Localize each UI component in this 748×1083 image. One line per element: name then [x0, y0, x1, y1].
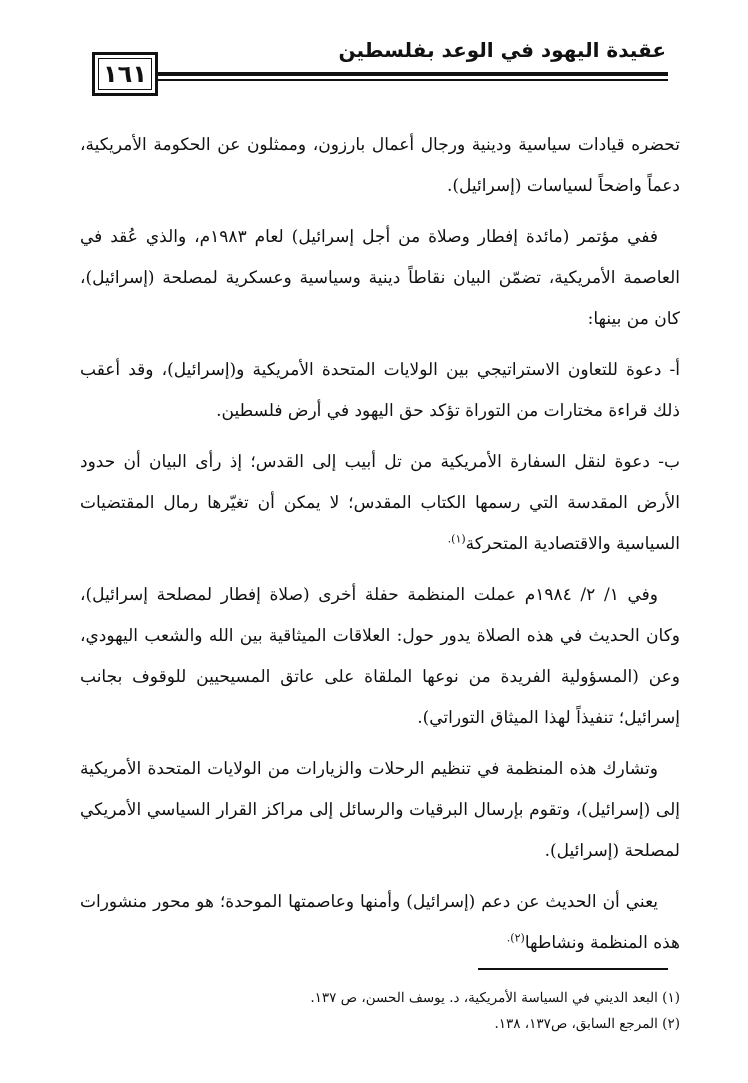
paragraph-1: [80, 125, 680, 207]
paragraph-2-text: ففي مؤتمر (مائدة إفطار وصلاة من أجل إسرائيل) لعام ١٩٨٣م، والذي عُقد في العاصمة الأمريكية، تضمّن البيان نقاطاً دينية وسياسية وعسكرية لمصلحة (إسرائيل)، كان من بينها:: [80, 227, 680, 329]
body-text: [80, 125, 680, 974]
footnote-2: (٢) المرجع السابق، ص١٣٧، ١٣٨.: [494, 1016, 680, 1032]
paragraph-4: [80, 442, 680, 565]
footnote-ref-2: (٢).: [506, 931, 525, 945]
paragraph-3-text: أ- دعوة للتعاون الاستراتيجي بين الولايات المتحدة الأمريكية و(إسرائيل)، وقد أعقب ذلك قراءة مختارات من التوراة تؤكد حق اليهود في أرض فلسطين.: [80, 360, 680, 421]
paragraph-4-text: ب- دعوة لنقل السفارة الأمريكية من تل أبيب إلى القدس؛ إذ رأى البيان أن حدود الأرض المقدسة التي رسمها الكتاب المقدس؛ لا يمكن أن تغيّرها رمال المقتضيات السياسية والاقتصادية المتحركة: [80, 452, 680, 554]
footnotes: [80, 985, 680, 1037]
paragraph-6-text: وتشارك هذه المنظمة في تنظيم الرحلات والزيارات من الولايات المتحدة الأمريكية إلى (إسرائيل)، وتقوم بإرسال البرقيات والرسائل إلى مراكز القرار السياسي الأمريكي لمصلحة (إسرائيل).: [80, 759, 680, 861]
header-rule-thick: [156, 72, 668, 76]
page-number: ١٦١: [103, 60, 147, 88]
paragraph-6: [80, 749, 680, 872]
header-rule-thin: [156, 79, 668, 81]
footnote-1: (١) البعد الديني في السياسة الأمريكية، د. يوسف الحسن، ص ١٣٧.: [310, 990, 680, 1006]
paragraph-3: [80, 350, 680, 432]
paragraph-2: [80, 217, 680, 340]
paragraph-7: [80, 882, 680, 964]
running-header: [0, 0, 748, 110]
paragraph-5-text: وفي ١/ ٢/ ١٩٨٤م عملت المنظمة حفلة أخرى (صلاة إفطار لمصلحة إسرائيل)، وكان الحديث في هذه الصلاة يدور حول: العلاقات الميثاقية بين الله والشعب اليهودي، وعن (المسؤولية الفريدة من نوعها الملقاة على عاتق المسيحيين للوقوف بجانب إسرائيل؛ تنفيذاً لهذا الميثاق التوراتي).: [80, 585, 680, 728]
paragraph-7-text: يعني أن الحديث عن دعم (إسرائيل) وأمنها وعاصمتها الموحدة؛ هو محور منشورات هذه المنظمة ونشاطها: [80, 892, 680, 953]
footnote-ref-1: (١).: [447, 532, 466, 546]
paragraph-1-text: تحضره قيادات سياسية ودينية ورجال أعمال بارزون، وممثلون عن الحكومة الأمريكية، دعماً واضحاً لسياسات (إسرائيل).: [80, 135, 680, 196]
paragraph-5: [80, 575, 680, 739]
footnote-separator: [478, 968, 668, 970]
book-title: عقيدة اليهود في الوعد بفلسطين: [338, 38, 666, 62]
page-number-box: [92, 52, 158, 96]
